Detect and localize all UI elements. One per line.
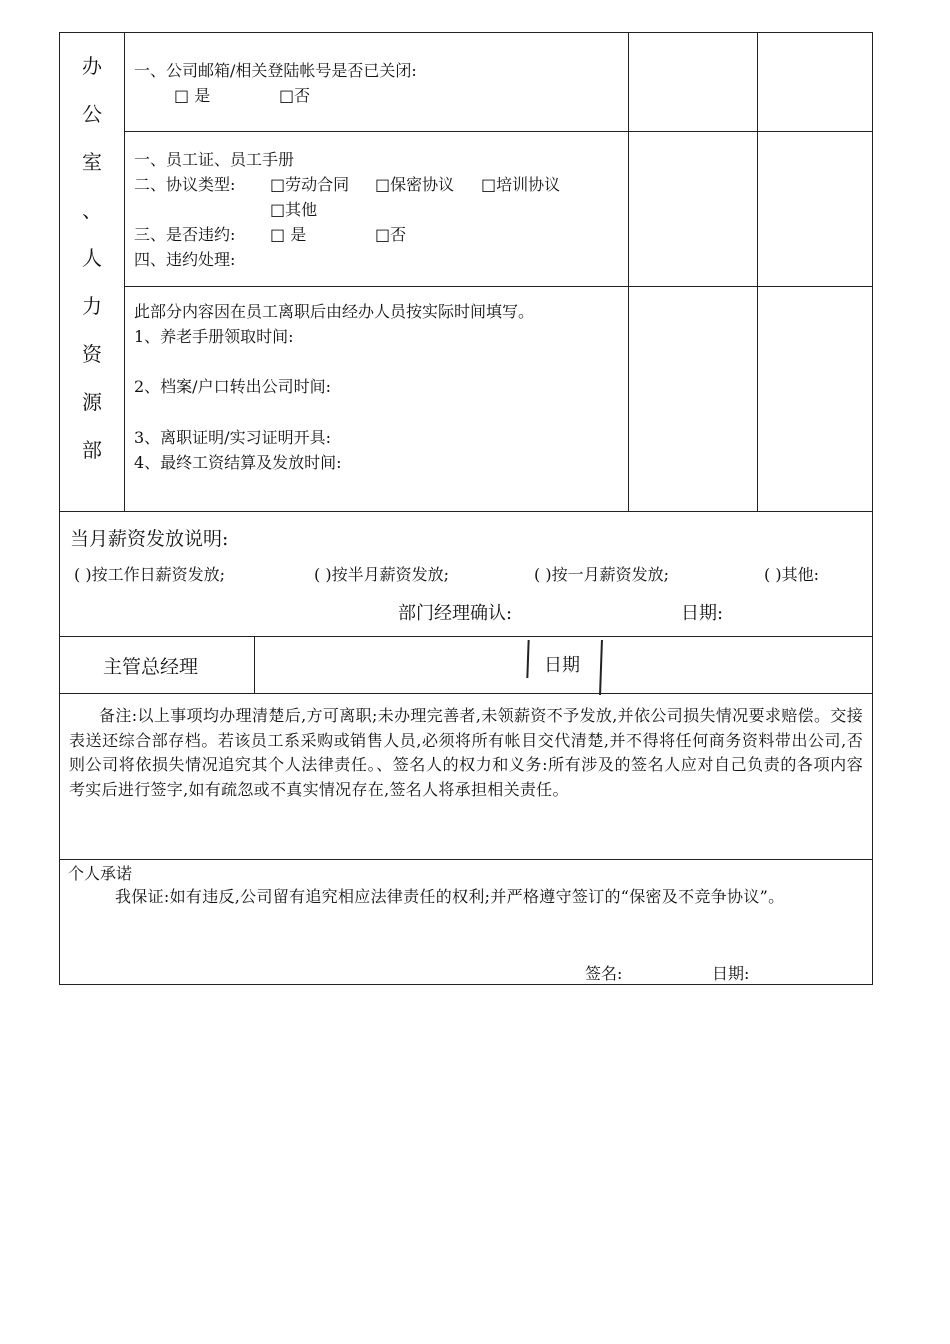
divider-column-2	[628, 32, 629, 511]
salary-date-label: 日期:	[681, 603, 724, 624]
dept-char: 部	[82, 438, 102, 462]
promise-signature-label: 签名:	[585, 964, 623, 983]
divider-gm-top	[59, 636, 873, 637]
border-left	[59, 32, 60, 985]
gm-date-field[interactable]	[604, 638, 870, 692]
promise-text: 我保证:如有违反,公司留有追究相应法律责任的权利;并严格遵守签订的“保密及不竞争协议”。	[115, 887, 785, 906]
remark-text: 备注:以上事项均办理清楚后,方可离职;未办理完善者,未领薪资不予发放,并依公司损失情况要求赔偿。交接表送还综合部存档。若该员工系采购或销售人员,必须将所有帐目交代清楚,并不得将任何商务资料带出公司,否则公司将依损失情况追究其个人法律责任。、签名人的权力和义务:所有涉及的签名人应对自己负责的各项内容考实后进行签字,如有疏忽或不真实情况存在,签名人将承担相关责任。	[69, 706, 863, 799]
divider-row-1	[124, 131, 872, 132]
border-right	[872, 32, 873, 985]
dept-char: 、	[82, 198, 102, 222]
email-closed-yes-checkbox[interactable]: □ 是	[174, 86, 211, 105]
border-bottom	[59, 984, 873, 985]
salary-option-halfmonth[interactable]: ( )按半月薪资发放;	[314, 565, 449, 584]
border-top	[59, 32, 873, 33]
divider-dept-column	[124, 32, 125, 511]
training-checkbox[interactable]: □培训协议	[481, 175, 561, 194]
gm-date-label: 日期	[544, 655, 580, 676]
gm-signature-field[interactable]	[256, 638, 526, 692]
divider-gm-bottom	[59, 693, 873, 694]
promise-date-label: 日期:	[712, 964, 750, 983]
dept-char: 人	[82, 246, 102, 270]
fill-later-note: 此部分内容因在员工离职后由经办人员按实际时间填写。	[134, 302, 535, 321]
other-agreement-checkbox[interactable]: □其他	[270, 200, 318, 219]
dept-char: 公	[82, 102, 102, 126]
pension-book-item: 1、养老手册领取时间:	[134, 327, 294, 346]
gm-label: 主管总经理	[103, 656, 199, 678]
manager-confirm-label: 部门经理确认:	[398, 603, 513, 624]
labor-contract-checkbox[interactable]: □劳动合同	[270, 175, 350, 194]
email-closed-no-checkbox[interactable]: □否	[279, 86, 311, 105]
salary-option-month[interactable]: ( )按一月薪资发放;	[534, 565, 669, 584]
divider-row-2	[124, 286, 872, 287]
salary-option-workday[interactable]: ( )按工作日薪资发放;	[74, 565, 225, 584]
breach-no-checkbox[interactable]: □否	[375, 225, 407, 244]
email-closed-question: 一、公司邮箱/相关登陆帐号是否已关闭:	[134, 61, 417, 80]
divider-promise-top	[59, 859, 873, 860]
dept-char: 资	[82, 342, 102, 366]
archive-transfer-item: 2、档案/户口转出公司时间:	[134, 377, 331, 396]
divider-gm-date	[599, 640, 603, 695]
dept-char: 力	[82, 294, 102, 318]
agreement-type-label: 二、协议类型:	[134, 175, 236, 194]
employee-card-item: 一、员工证、员工手册	[134, 150, 295, 169]
dept-char: 源	[82, 390, 102, 414]
final-salary-item: 4、最终工资结算及发放时间:	[134, 453, 342, 472]
divider-gm-label	[254, 636, 255, 693]
salary-title: 当月薪资发放说明:	[70, 528, 229, 550]
breach-handling-label: 四、违约处理:	[134, 250, 236, 269]
salary-option-other[interactable]: ( )其他:	[764, 565, 819, 584]
breach-label: 三、是否违约:	[134, 225, 236, 244]
divider-gm-sign	[526, 640, 529, 678]
promise-title: 个人承诺	[68, 864, 133, 883]
breach-yes-checkbox[interactable]: □ 是	[270, 225, 307, 244]
dept-char: 办	[82, 54, 102, 78]
divider-column-3	[757, 32, 758, 511]
dept-label-vertical	[62, 32, 122, 511]
dept-char: 室	[82, 150, 102, 174]
leave-certificate-item: 3、离职证明/实习证明开具:	[134, 428, 331, 447]
divider-salary-top	[59, 511, 873, 512]
confidentiality-checkbox[interactable]: □保密协议	[375, 175, 455, 194]
